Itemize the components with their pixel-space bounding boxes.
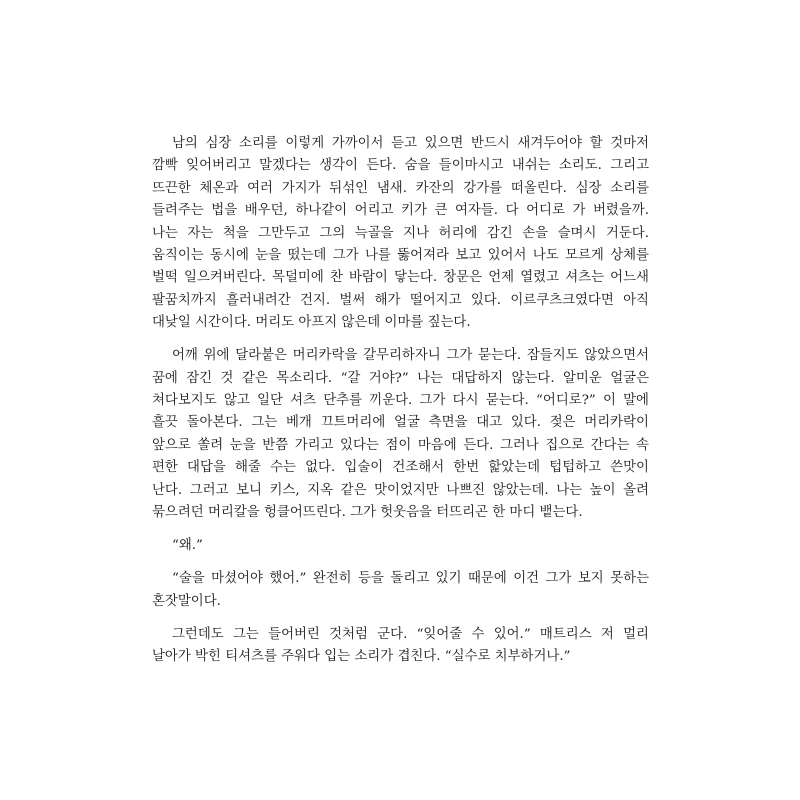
- text-line: 팔꿈치까지 흘러내려간 건지. 벌써 해가 떨어지고 있다. 이르쿠츠크였다면 아직: [152, 292, 649, 308]
- text-line: 그런데도 그는 들어버린 것처럼 군다. “잊어줄 수 있어.” 매트리스 저 멀리: [172, 627, 649, 642]
- text-line: 흘끗 돌아본다. 그는 베개 끄트머리에 얼굴 측면을 대고 있다. 젖은 머리카락이: [152, 415, 649, 431]
- text-line: 뜨끈한 체온과 여러 가지가 뒤섞인 냄새. 카잔의 강가를 떠올린다. 심장 소리를: [152, 180, 649, 196]
- text-line: 날아가 박힌 티셔츠를 주워다 입는 소리가 겹친다. “실수로 치부하거나.”: [152, 649, 571, 665]
- paragraph-2: [152, 345, 649, 524]
- text-line: 혼잣말이다.: [152, 593, 221, 609]
- text-line: 쳐다보지도 않고 일단 셔츠 단추를 끼운다. 그가 다시 묻는다. “어디로?” 이 말에: [152, 393, 649, 409]
- text-line: “왜.”: [172, 538, 203, 554]
- text-line: 난다. 그러고 보니 키스, 지옥 같은 맛이었지만 나쁘진 않았는데. 나는 높이 올려: [152, 482, 649, 498]
- text-line: 움직이는 동시에 눈을 떴는데 그가 나를 뚫어져라 보고 있어서 나도 모르게 상체를: [152, 247, 649, 263]
- text-line: 편한 대답을 해줄 수는 없다. 입술이 건조해서 한번 핥았는데 텁텁하고 쓴맛이: [152, 460, 649, 476]
- text-line: 들려주는 법을 배우던, 하나같이 어리고 키가 큰 여자들. 다 어디로 가 버렸을까.: [152, 203, 649, 219]
- paragraph-4: [152, 568, 649, 613]
- paragraph-1: [152, 133, 649, 335]
- text-line: 나는 자는 척을 그만두고 그의 늑골을 지나 허리에 감긴 손을 슬며시 거둔다.: [152, 225, 649, 241]
- text-line: 벌떡 일으켜버린다. 목덜미에 찬 바람이 닿는다. 창문은 언제 열렸고 셔츠는 어느새: [152, 270, 649, 286]
- paragraph-3: [152, 535, 649, 557]
- text-line: “술을 마셨어야 했어.” 완전히 등을 돌리고 있기 때문에 이건 그가 보지 못하는: [172, 571, 649, 587]
- text-line: 깜빡 잊어버리고 말겠다는 생각이 든다. 숨을 들이마시고 내쉬는 소리도. 그리고: [152, 158, 649, 174]
- paragraph-5: [152, 624, 649, 669]
- text-line: 묶으려던 머리칼을 헝클어뜨린다. 그가 헛웃음을 터뜨리곤 한 마디 뱉는다.: [152, 505, 583, 521]
- text-line: 어깨 위에 달라붙은 머리카락을 갈무리하자니 그가 묻는다. 잠들지도 않았으면서: [172, 348, 649, 364]
- text-line: 남의 심장 소리를 이렇게 가까이서 듣고 있으면 반드시 새겨두어야 할 것마저: [172, 136, 649, 151]
- text-line: 대낮일 시간이다. 머리도 아프지 않은데 이마를 짚는다.: [152, 315, 471, 331]
- text-line: 앞으로 쏠려 눈을 반쯤 가리고 있다는 점이 마음에 든다. 그러나 집으로 간다는 속: [152, 437, 649, 453]
- body-text: [152, 133, 649, 669]
- text-line: 꿈에 잠긴 것 같은 목소리다. “갈 거야?” 나는 대답하지 않는다. 알미운 얼굴은: [152, 370, 649, 386]
